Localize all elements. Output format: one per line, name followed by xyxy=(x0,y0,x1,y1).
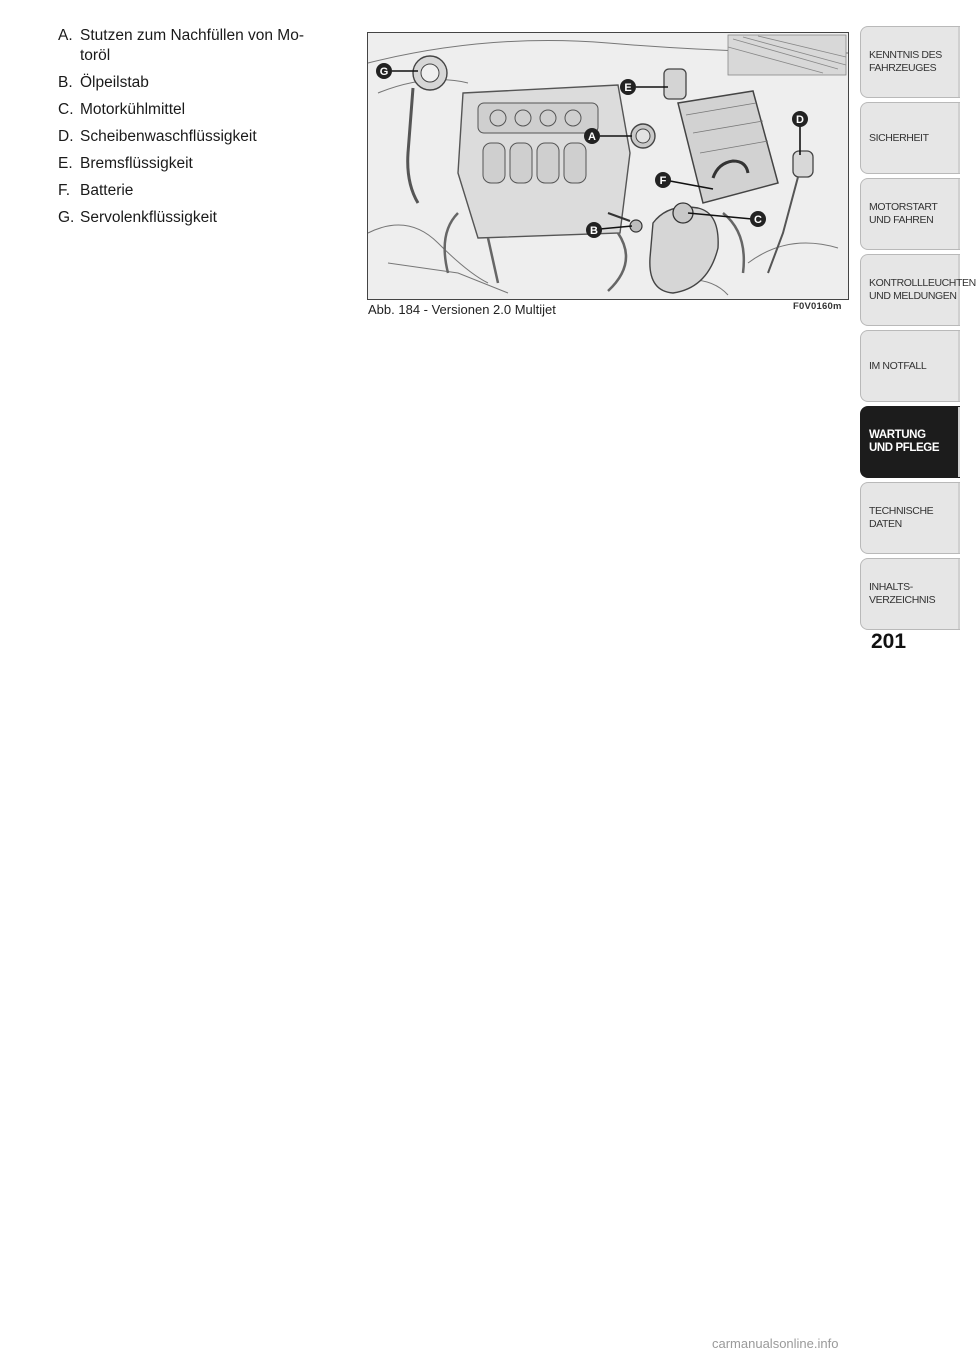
legend-item-b xyxy=(58,73,348,93)
callout-c xyxy=(750,211,766,227)
legend-key: F. xyxy=(58,182,71,199)
tab-technische-daten[interactable]: TECHNISCHE DATEN xyxy=(860,482,960,554)
tab-kenntnis-des-fahrzeuges[interactable]: KENNTNIS DES FAHRZEUGES xyxy=(860,26,960,98)
callout-e xyxy=(620,79,636,95)
legend-text: Motorkühlmittel xyxy=(80,101,186,118)
legend-key: A. xyxy=(58,27,73,44)
figure-code: F0V0160m xyxy=(793,301,842,312)
legend-text: Bremsflüssigkeit xyxy=(80,155,193,172)
callout-label: E xyxy=(624,82,632,94)
legend-key: G. xyxy=(58,209,75,226)
chapter-tabs xyxy=(860,26,976,634)
legend-item-e xyxy=(58,154,348,174)
legend-key: B. xyxy=(58,74,73,91)
legend-list xyxy=(58,26,348,235)
legend-item-c xyxy=(58,100,348,120)
figure-caption: Abb. 184 - Versionen 2.0 Multijet xyxy=(368,302,556,317)
legend-text: Stutzen zum Nachfüllen von Mo- toröl xyxy=(80,27,304,64)
engine-bay-illustration xyxy=(367,32,849,300)
watermark: carmanualsonline.info xyxy=(712,1336,839,1351)
legend-item-a xyxy=(58,26,348,66)
callout-label: G xyxy=(379,66,389,78)
tab-sicherheit[interactable]: SICHERHEIT xyxy=(860,102,960,174)
callout-label: D xyxy=(796,114,804,126)
legend-text: Ölpeilstab xyxy=(80,74,149,91)
tab-motorstart-und-fahren[interactable]: MOTORSTART UND FAHREN xyxy=(860,178,960,250)
callout-label: A xyxy=(588,131,596,143)
legend-text: Batterie xyxy=(80,182,134,199)
callout-d xyxy=(792,111,808,127)
callout-f xyxy=(655,172,671,188)
legend-key: E. xyxy=(58,155,73,172)
legend-item-f xyxy=(58,181,348,201)
callout-label: F xyxy=(659,175,667,187)
legend-text: Servolenkflüssigkeit xyxy=(80,209,217,226)
legend-key: C. xyxy=(58,101,74,118)
callout-b xyxy=(586,222,602,238)
tab-inhaltsverzeichnis[interactable]: INHALTS- VERZEICHNIS xyxy=(860,558,960,630)
tab-im-notfall[interactable]: IM NOTFALL xyxy=(860,330,960,402)
callout-g xyxy=(376,63,392,79)
legend-text: Scheibenwaschflüssigkeit xyxy=(80,128,257,145)
legend-key: D. xyxy=(58,128,74,145)
callout-a xyxy=(584,128,600,144)
page-number: 201 xyxy=(871,630,907,653)
tab-kontrollleuchten[interactable]: KONTROLLLEUCHTEN UND MELDUNGEN xyxy=(860,254,960,326)
callout-label: B xyxy=(590,225,598,237)
legend-item-g xyxy=(58,208,348,228)
tab-wartung-und-pflege[interactable]: WARTUNG UND PFLEGE xyxy=(860,406,960,478)
legend-item-d xyxy=(58,127,348,147)
callout-label: C xyxy=(754,214,762,226)
